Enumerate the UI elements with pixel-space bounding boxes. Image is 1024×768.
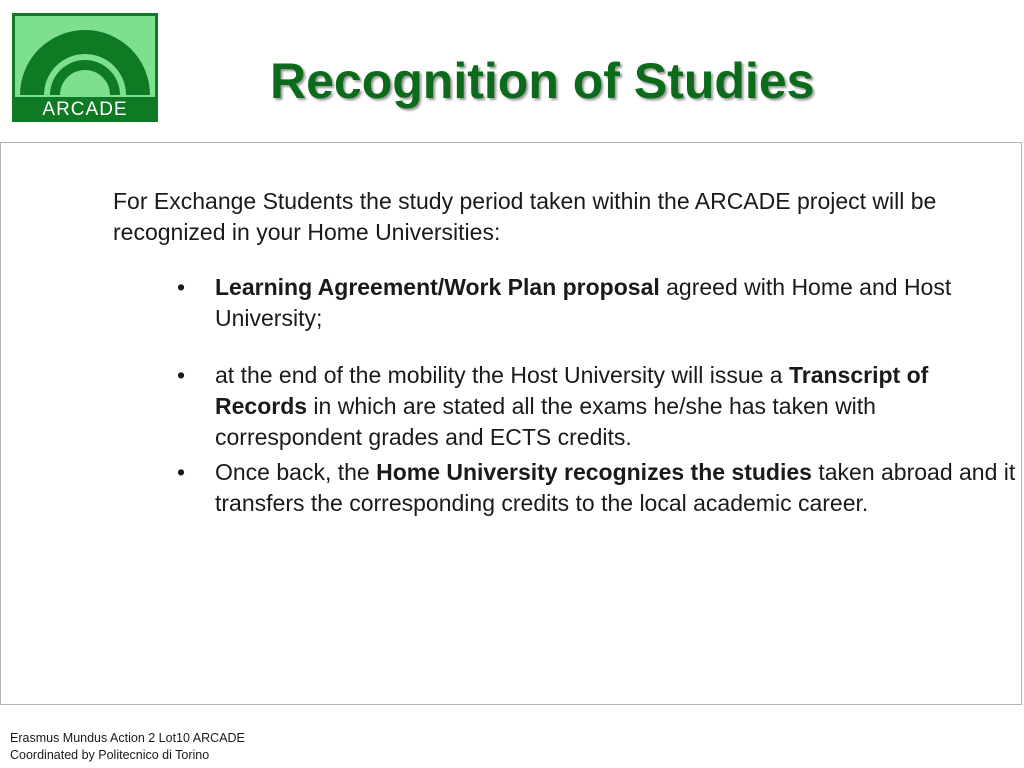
bullet-text: agreed with Home and Host University; <box>215 274 952 331</box>
footer-line-2: Coordinated by Politecnico di Torino <box>10 748 210 762</box>
bullet-bold-text: Transcript of Records <box>215 362 929 419</box>
bullet-text: at the end of the mobility the Host University will issue a <box>215 362 789 388</box>
bullet-list <box>175 272 1020 519</box>
bullet-transcript <box>175 360 1020 453</box>
footer-line-1: Erasmus Mundus Action 2 Lot10 ARCADE <box>10 731 245 745</box>
bullet-icon: • <box>177 362 186 388</box>
intro-paragraph: For Exchange Students the study period taken within the ARCADE project will be recognized in your Home Universities: <box>113 188 937 245</box>
bullet-text: in which are stated all the exams he/she has taken with correspondent grades and ECTS credits. <box>215 393 876 450</box>
slide-title: Recognition of Studies <box>270 53 815 109</box>
bullet-recognition <box>175 457 1020 519</box>
bullet-text: Once back, the <box>215 459 377 485</box>
bullet-bold-text: Home University recognizes the studies <box>376 459 812 485</box>
arcade-logo <box>12 13 158 122</box>
bullet-learning-agreement <box>175 272 1020 334</box>
logo-text: ARCADE <box>42 99 128 120</box>
bullet-icon: • <box>177 459 186 485</box>
footer <box>10 730 245 764</box>
bullet-bold-text: Learning Agreement/Work Plan proposal <box>215 274 660 300</box>
bullet-text: taken abroad and it transfers the corresponding credits to the local academic career. <box>215 459 1016 516</box>
bullet-icon: • <box>177 274 186 300</box>
